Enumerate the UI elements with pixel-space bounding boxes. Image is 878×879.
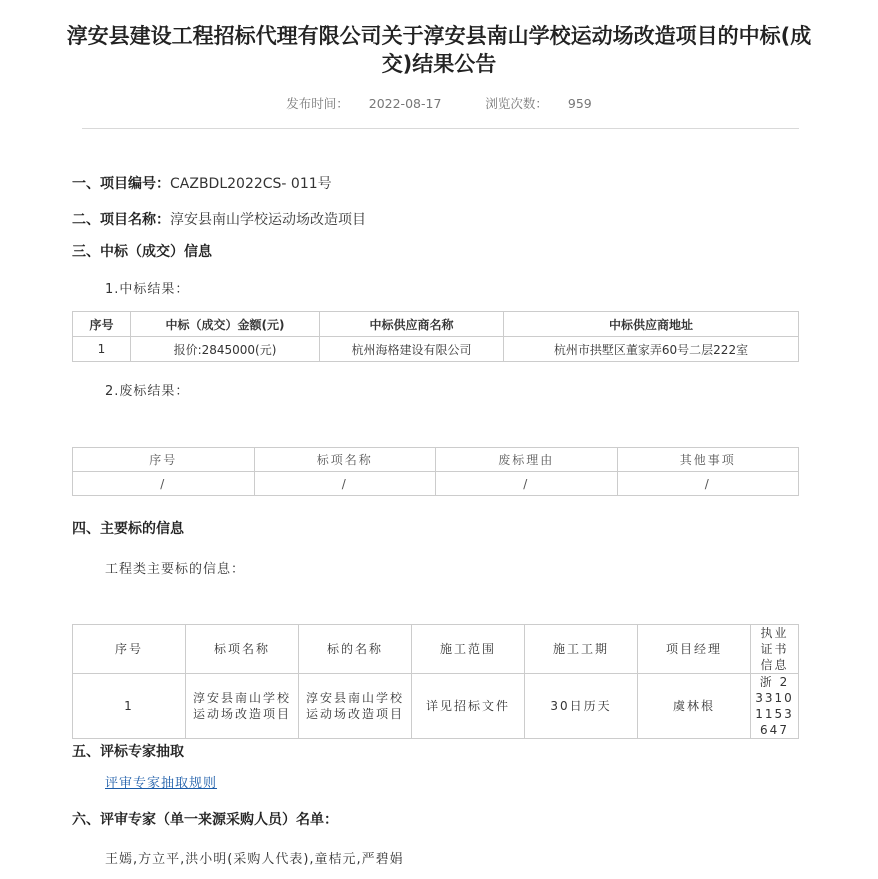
table-header-cell: 废标理由 <box>436 448 618 472</box>
table-header-cell: 序号 <box>73 312 131 337</box>
table-header-row <box>73 625 799 674</box>
table-row <box>73 472 799 496</box>
project-number: 一、项目编号：CAZBDL2022CS- 011号 <box>72 176 332 192</box>
section-expert-list: 六、评审专家（单一来源采购人员）名单： <box>72 812 338 828</box>
expert-names: 王嫣,方立平,洪小明(采购人代表),童桔元,严碧娟 <box>105 852 404 867</box>
table-cell: 淳安县南山学校运动场改造项目 <box>299 674 412 739</box>
table-cell: / <box>436 472 618 496</box>
table-header-cell: 序号 <box>73 625 186 674</box>
page-title: 淳安县建设工程招标代理有限公司关于淳安县南山学校运动场改造项目的中标(成交)结果公告 <box>66 24 812 76</box>
article-meta <box>0 94 878 112</box>
table-cell: / <box>73 472 255 496</box>
table-cell: 报价:2845000(元) <box>131 337 320 362</box>
table-header-cell: 项目经理 <box>638 625 751 674</box>
main-subject-table <box>72 624 799 739</box>
table-header-cell: 中标供应商名称 <box>320 312 504 337</box>
table-header-cell: 标项名称 <box>254 448 436 472</box>
table-header-cell: 中标（成交）金额(元) <box>131 312 320 337</box>
award-result-table <box>72 311 799 362</box>
table-cell: 淳安县南山学校运动场改造项目 <box>186 674 299 739</box>
table-header-cell: 施工工期 <box>525 625 638 674</box>
table-header-cell: 中标供应商地址 <box>504 312 799 337</box>
table-header-row <box>73 312 799 337</box>
table-header-cell: 序号 <box>73 448 255 472</box>
table-cell: 1 <box>73 674 186 739</box>
table-cell: 虞林根 <box>638 674 751 739</box>
table-header-cell: 标的名称 <box>299 625 412 674</box>
table-row <box>73 674 799 739</box>
table-cell: / <box>254 472 436 496</box>
table-cell: 1 <box>73 337 131 362</box>
section-award-info: 三、中标（成交）信息 <box>72 244 212 260</box>
table-cell: 30日历天 <box>525 674 638 739</box>
award-result-label: 1.中标结果： <box>105 282 190 297</box>
table-cell: 杭州市拱墅区董家弄60号二层222室 <box>504 337 799 362</box>
table-cell: 详见招标文件 <box>412 674 525 739</box>
table-cell: 浙 233101153647 <box>751 674 799 739</box>
table-cell: 杭州海格建设有限公司 <box>320 337 504 362</box>
table-header-row <box>73 448 799 472</box>
table-header-cell: 施工范围 <box>412 625 525 674</box>
table-header-cell: 执业证书信息 <box>751 625 799 674</box>
expert-selection-rules-link[interactable]: 评审专家抽取规则 <box>105 776 218 791</box>
section-main-subject: 四、主要标的信息 <box>72 521 184 537</box>
title-divider <box>82 128 799 129</box>
publish-date: 发布时间： 2022-08-17 <box>286 96 442 111</box>
failed-bid-table <box>72 447 799 496</box>
failed-bid-label: 2.废标结果： <box>105 384 190 399</box>
table-row <box>73 337 799 362</box>
main-subject-sub-label: 工程类主要标的信息： <box>105 562 246 577</box>
view-count: 浏览次数： 959 <box>485 96 592 111</box>
table-cell: / <box>617 472 799 496</box>
table-header-cell: 标项名称 <box>186 625 299 674</box>
project-name: 二、项目名称：淳安县南山学校运动场改造项目 <box>72 212 366 228</box>
section-expert-selection: 五、评标专家抽取 <box>72 744 184 760</box>
table-header-cell: 其他事项 <box>617 448 799 472</box>
